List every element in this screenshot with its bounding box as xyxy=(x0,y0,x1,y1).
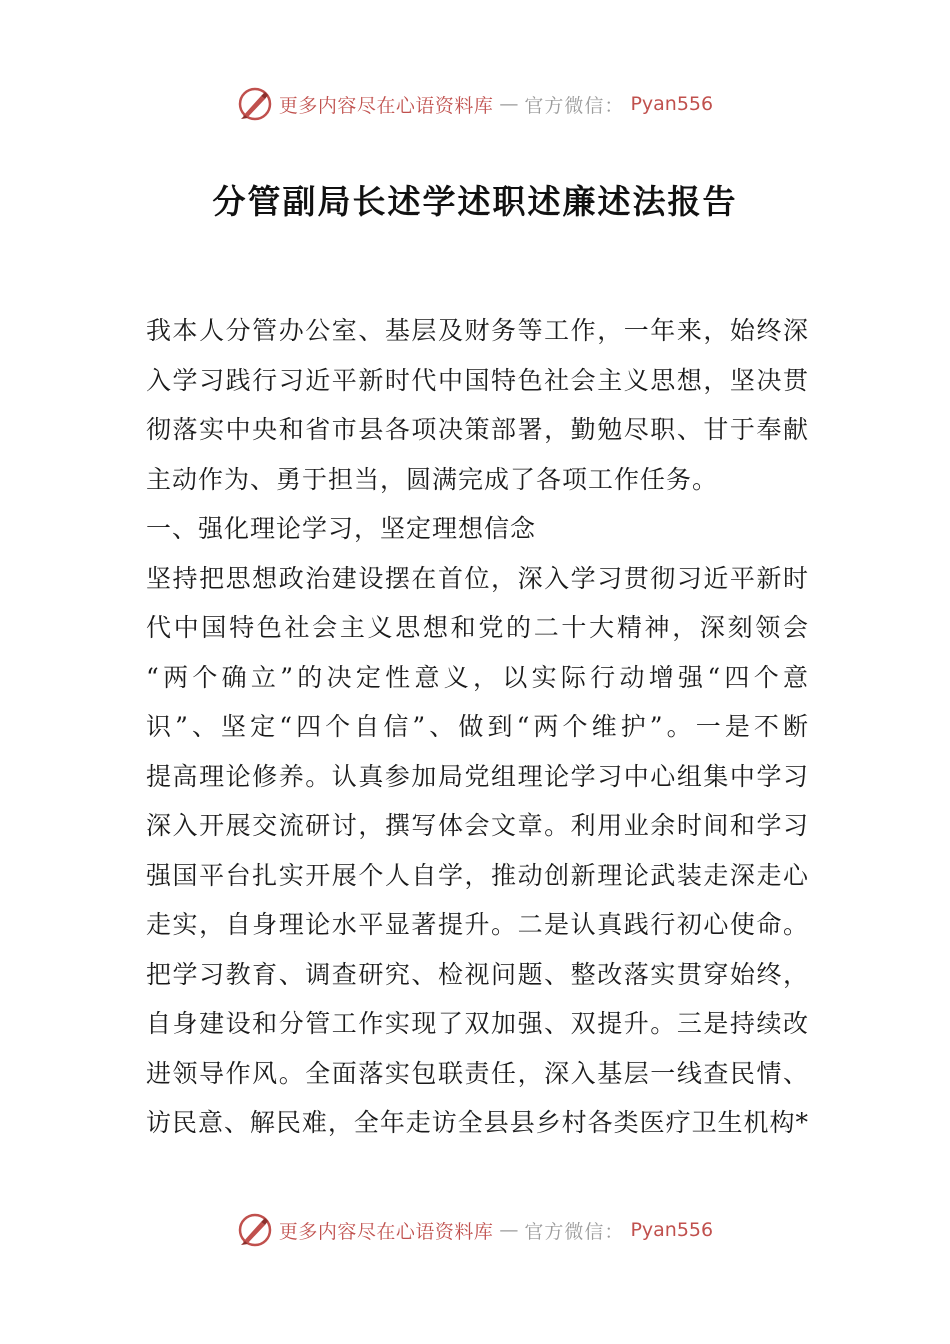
footer-wechat-id: Pyan556 xyxy=(630,1219,714,1241)
footer-dash: — xyxy=(499,1219,519,1241)
footer-site-text: 更多内容尽在心语资料库 xyxy=(278,1220,494,1243)
body-line: “两个确立”的决定性意义，以实际行动增强“四个意 xyxy=(146,662,808,692)
footer-official-label: 官方微信： xyxy=(524,1220,625,1243)
footer-banner xyxy=(0,1210,950,1250)
document-title: 分管副局长述学述职述廉述法报告 xyxy=(212,182,738,221)
body-line: 我本人分管办公室、基层及财务等工作，一年来，始终深 xyxy=(146,316,808,345)
pen-logo-icon xyxy=(237,86,273,122)
body-line: 提高理论修养。认真参加局党组理论学习中心组集中学习 xyxy=(146,761,808,791)
banner-site-text: 更多内容尽在心语资料库 xyxy=(278,94,494,117)
body-line: 进领导作风。全面落实包联责任，深入基层一线查民情、 xyxy=(146,1058,808,1088)
body-line: 走实，自身理论水平显著提升。二是认真践行初心使命。 xyxy=(146,910,808,939)
body-line: 彻落实中央和省市县各项决策部署，勤勉尽职、甘于奉献 xyxy=(146,415,808,444)
body-line: 坚持把思想政治建设摆在首位，深入学习贯彻习近平新时 xyxy=(146,563,808,593)
document-body xyxy=(146,306,808,1148)
body-line: 访民意、解民难，全年走访全县县乡村各类医疗卫生机构* xyxy=(146,1108,808,1137)
header-banner xyxy=(0,84,950,124)
section-heading: 一、强化理论学习，坚定理想信念 xyxy=(146,514,537,543)
body-line: 自身建设和分管工作实现了双加强、双提升。三是持续改 xyxy=(146,1009,808,1038)
body-line: 把学习教育、调查研究、检视问题、整改落实贯穿始终， xyxy=(146,959,808,989)
body-line: 强国平台扎实开展个人自学，推动创新理论武装走深走心 xyxy=(146,860,808,890)
pen-logo-icon xyxy=(237,1212,273,1248)
banner-wechat-id: Pyan556 xyxy=(630,93,714,115)
body-line: 识”、坚定“四个自信”、做到“两个维护”。一是不断 xyxy=(146,712,808,741)
body-line: 入学习践行习近平新时代中国特色社会主义思想，坚决贯 xyxy=(146,365,808,395)
body-line: 深入开展交流研讨，撰写体会文章。利用业余时间和学习 xyxy=(146,811,808,840)
body-line: 代中国特色社会主义思想和党的二十大精神，深刻领会 xyxy=(146,613,808,642)
banner-official-label: 官方微信： xyxy=(524,94,625,117)
body-line: 主动作为、勇于担当，圆满完成了各项工作任务。 xyxy=(146,464,719,494)
banner-dash: — xyxy=(499,93,519,115)
